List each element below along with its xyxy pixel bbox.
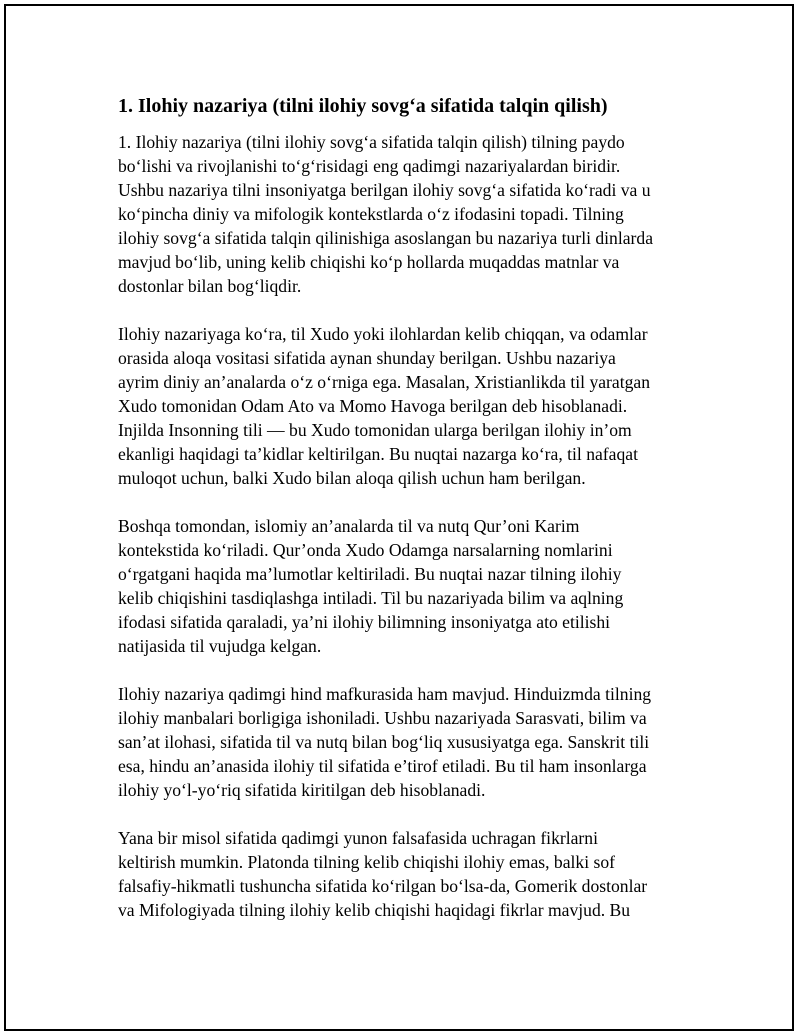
text-line: ilohiy yo‘l-yo‘riq sifatida kiritilgan deb hisoblanadi. xyxy=(118,780,486,800)
paragraph-3 xyxy=(118,514,678,658)
text-line: orasida aloqa vositasi sifatida aynan shunday berilgan. Ushbu nazariya xyxy=(118,348,616,368)
text-line: o‘rgatgani haqida ma’lumotlar keltiriladi. Bu nuqtai nazar tilning ilohiy xyxy=(118,564,622,584)
text-line: ifodasi sifatida qaraladi, ya’ni ilohiy bilimning insoniyatga ato etilishi xyxy=(118,612,611,632)
text-line: natijasida til vujudga kelgan. xyxy=(118,636,322,656)
text-line: mavjud bo‘lib, uning kelib chiqishi ko‘p hollarda muqaddas matnlar va xyxy=(118,252,620,272)
document-heading: 1. Ilohiy nazariya (tilni ilohiy sovg‘a sifatida talqin qilish) xyxy=(118,95,608,117)
text-line: va Mifologiyada tilning ilohiy kelib chiqishi haqidagi fikrlar mavjud. Bu xyxy=(118,900,631,920)
text-line: esa, hindu an’anasida ilohiy til sifatida e’tirof etiladi. Bu til ham insonlarga xyxy=(118,756,647,776)
document-body xyxy=(118,92,678,946)
text-line: kelib chiqishini tasdiqlashga intiladi. Til bu nazariyada bilim va aqlning xyxy=(118,588,624,608)
text-line: Ushbu nazariya tilni insoniyatga berilgan ilohiy sovg‘a sifatida ko‘radi va u xyxy=(118,180,651,200)
text-line: Ilohiy nazariyaga ko‘ra, til Xudo yoki ilohlardan kelib chiqqan, va odamlar xyxy=(118,324,648,344)
paragraph-2 xyxy=(118,322,678,490)
text-line: Ilohiy nazariya qadimgi hind mafkurasida ham mavjud. Hinduizmda tilning xyxy=(118,684,652,704)
text-line: ayrim diniy an’analarda o‘z o‘rniga ega. Masalan, Xristianlikda til yaratgan xyxy=(118,372,651,392)
text-line: san’at ilohasi, sifatida til va nutq bilan bog‘liq xususiyatga ega. Sanskrit tili xyxy=(118,732,650,752)
text-line: 1. Ilohiy nazariya (tilni ilohiy sovg‘a sifatida talqin qilish) tilning paydo xyxy=(118,132,625,152)
text-line: keltirish mumkin. Platonda tilning kelib chiqishi ilohiy emas, balki sof xyxy=(118,852,615,872)
text-line: ekanligi haqidagi ta’kidlar keltirilgan. Bu nuqtai nazarga ko‘ra, til nafaqat xyxy=(118,444,638,464)
text-line: ilohiy sovg‘a sifatida talqin qilinishiga asoslangan bu nazariya turli dinlarda xyxy=(118,228,654,248)
text-line: falsafiy-hikmatli tushuncha sifatida ko‘rilgan bo‘lsa-da, Gomerik dostonlar xyxy=(118,876,648,896)
paragraph-1 xyxy=(118,130,678,298)
text-line: ilohiy manbalari borligiga ishoniladi. Ushbu nazariyada Sarasvati, bilim va xyxy=(118,708,647,728)
text-line: muloqot uchun, balki Xudo bilan aloqa qilish uchun ham berilgan. xyxy=(118,468,586,488)
text-line: Yana bir misol sifatida qadimgi yunon falsafasida uchragan fikrlarni xyxy=(118,828,598,848)
text-line: dostonlar bilan bog‘liqdir. xyxy=(118,276,302,296)
text-line: kontekstida ko‘riladi. Qur’onda Xudo Odamga narsalarning nomlarini xyxy=(118,540,613,560)
text-line: ko‘pincha diniy va mifologik kontekstlarda o‘z ifodasini topadi. Tilning xyxy=(118,204,624,224)
text-line: Xudo tomonidan Odam Ato va Momo Havoga berilgan deb hisoblanadi. xyxy=(118,396,628,416)
paragraph-4 xyxy=(118,682,678,802)
paragraph-5 xyxy=(118,826,678,922)
text-line: Boshqa tomondan, islomiy an’analarda til va nutq Qur’oni Karim xyxy=(118,516,580,536)
text-line: bo‘lishi va rivojlanishi to‘g‘risidagi eng qadimgi nazariyalardan biridir. xyxy=(118,156,621,176)
text-line: Injilda Insonning tili — bu Xudo tomonidan ularga berilgan ilohiy in’om xyxy=(118,420,632,440)
